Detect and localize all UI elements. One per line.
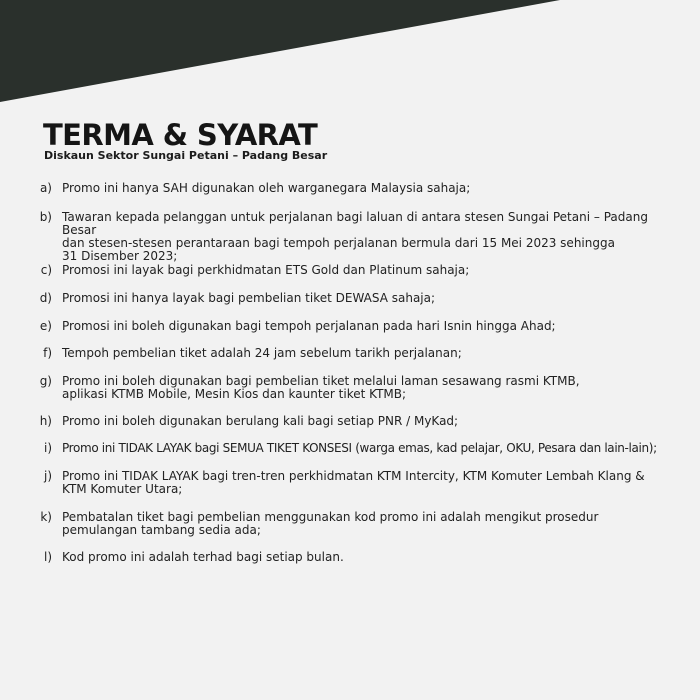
term-label: h): [39, 414, 52, 428]
page-subtitle: Diskaun Sektor Sungai Petani – Padang Besar: [44, 149, 328, 162]
term-text: Promosi ini layak bagi perkhidmatan ETS Gold dan Platinum sahaja;: [62, 263, 470, 277]
term-label: j): [43, 469, 52, 483]
term-label: k): [40, 510, 52, 524]
term-label: l): [43, 550, 52, 564]
term-text: Promo ini hanya SAH digunakan oleh warganegara Malaysia sahaja;: [62, 181, 471, 195]
term-label: e): [39, 319, 52, 333]
term-label: c): [40, 263, 52, 277]
term-text: Promosi ini boleh digunakan bagi tempoh perjalanan pada hari Isnin hingga Ahad;: [62, 319, 556, 333]
term-text: Pembatalan tiket bagi pembelian menggunakan kod promo ini adalah mengikut prosedur pemulangan tambang sedia ada;: [62, 510, 599, 537]
term-text: Promo ini TIDAK LAYAK bagi tren-tren perkhidmatan KTM Intercity, KTM Komuter Lembah Klang & KTM Komuter Utara;: [62, 469, 645, 496]
term-text: Promo ini boleh digunakan berulang kali bagi setiap PNR / MyKad;: [62, 414, 459, 428]
term-label: i): [43, 441, 52, 455]
term-text: Tawaran kepada pelanggan untuk perjalanan bagi laluan di antara stesen Sungai Petani – Padang Besar dan stesen-stesen perantaraan bagi tempoh perjalanan bermula dari 15 Mei 2023 sehingga 31 Disember 2023;: [62, 210, 648, 263]
term-text: Promo ini boleh digunakan bagi pembelian tiket melalui laman sesawang rasmi KTMB, aplikasi KTMB Mobile, Mesin Kios dan kaunter tiket KTMB;: [62, 374, 580, 401]
term-label: a): [39, 181, 52, 195]
term-label: g): [39, 374, 52, 388]
term-label: d): [39, 291, 52, 305]
page-title: TERMA & SYARAT: [43, 118, 318, 152]
term-label: f): [43, 346, 52, 360]
term-text: Promo ini TIDAK LAYAK bagi SEMUA TIKET KONSESI (warga emas, kad pelajar, OKU, Pesara dan lain-lain);: [62, 441, 657, 455]
term-text: Promosi ini hanya layak bagi pembelian tiket DEWASA sahaja;: [62, 291, 436, 305]
term-text: Kod promo ini adalah terhad bagi setiap bulan.: [62, 550, 344, 564]
term-label: b): [39, 210, 52, 224]
term-text: Tempoh pembelian tiket adalah 24 jam sebelum tarikh perjalanan;: [62, 346, 462, 360]
